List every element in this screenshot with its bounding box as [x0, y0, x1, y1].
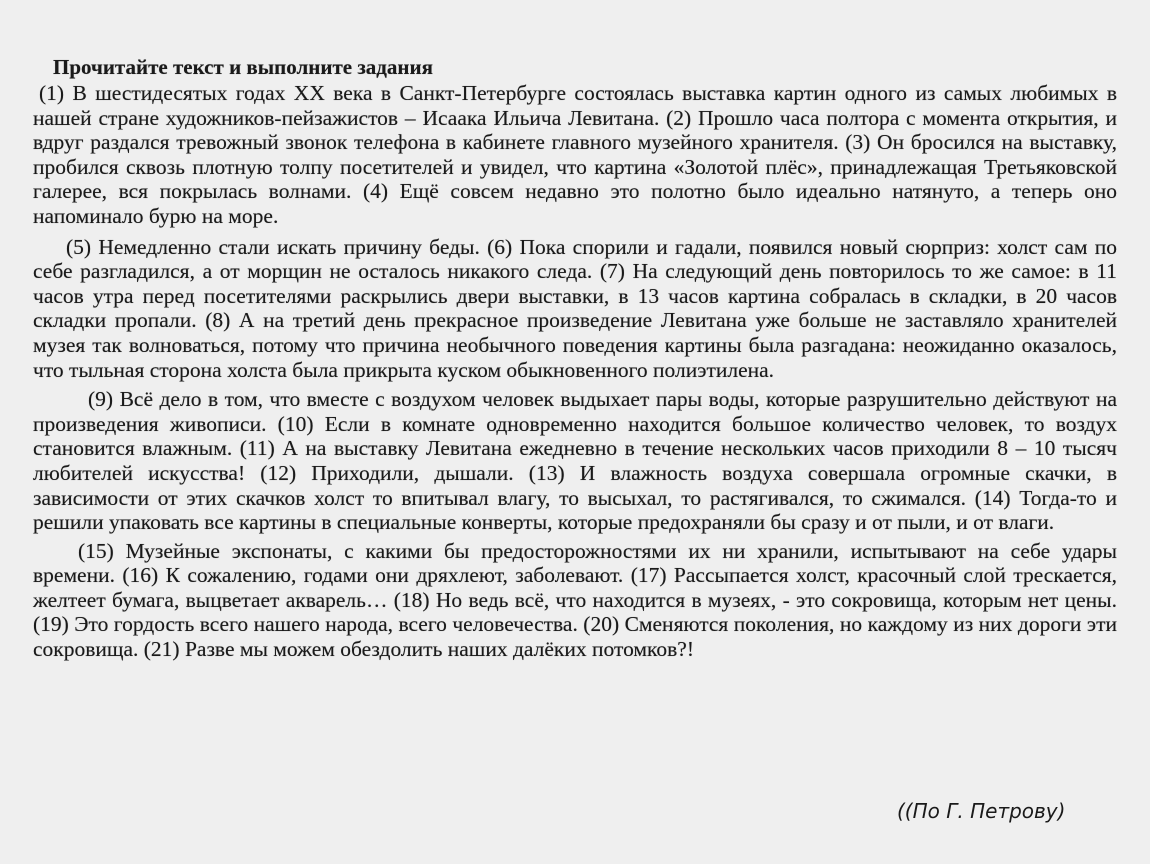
- paragraph-1: (1) В шестидесятых годах XX века в Санкт-Петербурге состоялась выставка картин одного из самых любимых в нашей стране художников-пейзажистов – Исаака Ильича Левитана. (2) Прошло часа полтора с момента открытия, и вдруг раздался тревожный звонок телефона в кабинете главного музейного хранителя. (3) Он бросился на выставку, пробился сквозь плотную толпу посетителей и увидел, что картина «Золотой плёс», принадлежащая Третьяковской галерее, вся покрылась волнами. (4) Ещё совсем недавно это полотно было идеально натянуто, а теперь оно напоминало бурю на море.: [33, 81, 1117, 228]
- paragraph-2: (5) Немедленно стали искать причину беды. (6) Пока спорили и гадали, появился новый сюрприз: холст сам по себе разгладился, а от морщин не осталось никакого следа. (7) На следующий день повторилось то же самое: в 11 часов утра перед посетителями раскрылись двери выставки, в 13 часов картина собралась в складки, в 20 часов складки пропали. (8) А на третий день прекрасное произведение Левитана уже больше не заставляло хранителей музея так волноваться, потому что причина необычного поведения картины была разгадана: неожиданно оказалось, что тыльная сторона холста была прикрыта куском обыкновенного полиэтилена.: [33, 234, 1117, 382]
- document-heading: Прочитайте текст и выполните задания: [53, 55, 433, 79]
- paragraph-4: (15) Музейные экспонаты, с какими бы предосторожностями их ни хранили, испытывают на себе удары времени. (16) К сожалению, годами они дряхлеют, заболевают. (17) Рассыпается холст, красочный слой трескается, желтеет бумага, выцветает акварель… (18) Но ведь всё, что находится в музеях, - это сокровища, которым нет цены. (19) Это гордость всего нашего народа, всего человечества. (20) Сменяются поколения, но каждому из них дороги эти сокровища. (21) Разве мы можем обездолить наших далёких потомков?!: [33, 538, 1117, 662]
- paragraph-3: (9) Всё дело в том, что вместе с воздухом человек выдыхает пары воды, которые разрушительно действуют на произведения живописи. (10) Если в комнате одновременно находится большое количество человек, то воздух становится влажным. (11) А на выставку Левитана ежедневно в течение нескольких часов приходили 8 – 10 тысяч любителей искусства! (12) Приходили, дышали. (13) И влажность воздуха совершала огромные скачки, в зависимости от этих скачков холст то впитывал влагу, то высыхал, то растягивался, то сжимался. (14) Тогда-то и решили упаковать все картины в специальные конверты, которые предохраняли бы сразу и от пыли, и от влаги.: [33, 387, 1117, 535]
- source-attribution: ((По Г. Петрову): [897, 799, 1066, 823]
- document-body: [33, 53, 1117, 662]
